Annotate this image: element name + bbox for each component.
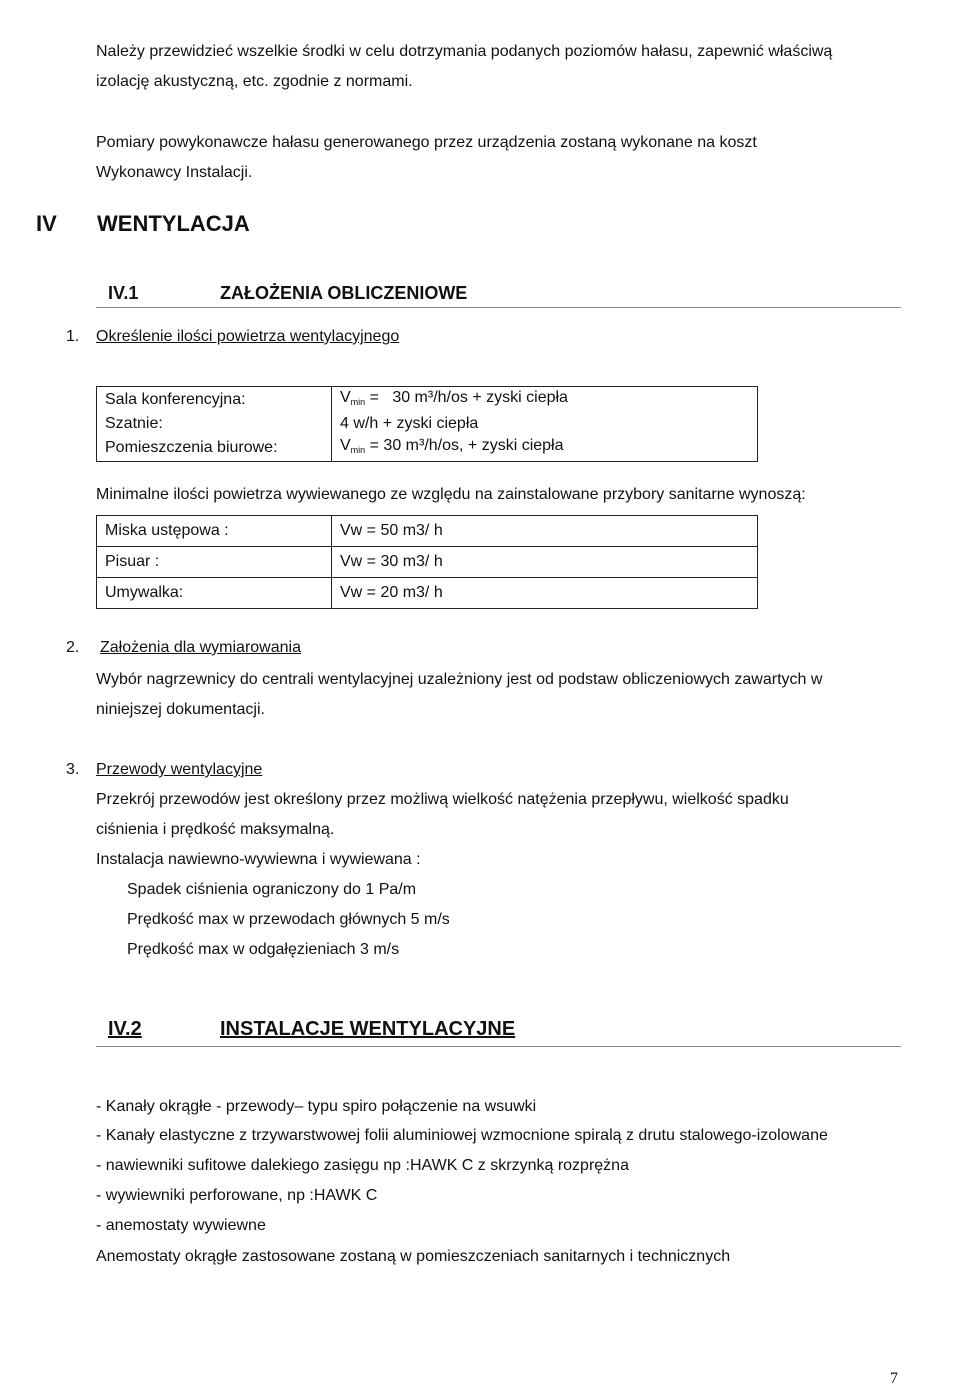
room-label: Pomieszczenia biurowe:	[97, 435, 332, 462]
item-1-number: 1.	[66, 328, 80, 345]
section-number: IV	[36, 211, 57, 236]
table-row	[97, 435, 758, 462]
intro-paragraph-2-line-1: Pomiary powykonawcze hałasu generowanego przez urządzenia zostaną wykonane na koszt	[96, 134, 757, 151]
fixture-label: Umywalka:	[97, 578, 332, 609]
air-volume-value: 4 w/h + zyski ciepła	[340, 415, 479, 432]
room-label: Szatnie:	[97, 413, 332, 435]
subsection-2-title: INSTALACJE WENTYLACYJNE	[220, 1018, 516, 1040]
item-2-line-2: niniejszej dokumentacji.	[96, 701, 265, 718]
pressure-drop-line: Spadek ciśnienia ograniczony do 1 Pa/m	[127, 881, 417, 898]
list-item: - anemostaty wywiewne	[96, 1217, 266, 1234]
item-2-title: Założenia dla wymiarowania	[100, 639, 301, 656]
table-row	[97, 516, 758, 547]
subsection-2-number: IV.2	[108, 1018, 142, 1040]
item-3-line-2: ciśnienia i prędkość maksymalną.	[96, 821, 335, 838]
table-row	[97, 413, 758, 435]
air-volume-value: $V_{min} = 30$ m³/h/os + zyski ciepła	[340, 389, 568, 407]
item-2-line-1: Wybór nagrzewnicy do centrali wentylacyjnej uzależniony jest od podstaw obliczeniowych zawartych w	[96, 671, 823, 688]
page-number: 7	[890, 1370, 898, 1387]
fixture-value: Vw = 50 m3/ h	[332, 516, 758, 547]
intro-paragraph-1-line-2: izolację akustyczną, etc. zgodnie z normami.	[96, 73, 413, 90]
fixture-value: Vw = 30 m3/ h	[332, 547, 758, 578]
minimum-air-text: Minimalne ilości powietrza wywiewanego ze względu na zainstalowane przybory sanitarne wynoszą:	[96, 486, 806, 503]
subsection-2-rule	[96, 1046, 901, 1047]
air-volume-value: $V_{min} = 30$ m³/h/os, + zyski ciepła	[340, 437, 564, 455]
item-1-title: Określenie ilości powietrza wentylacyjnego	[96, 328, 400, 345]
item-3-line-1: Przekrój przewodów jest określony przez możliwą wielkość natężenia przepływu, wielkość spadku	[96, 791, 789, 808]
intro-paragraph-2-line-2: Wykonawcy Instalacji.	[96, 164, 253, 181]
list-item: - Kanały elastyczne z trzywarstwowej folii aluminiowej wzmocnione spiralą z drutu stalowego-izolowane	[96, 1127, 828, 1144]
list-item: - Kanały okrągłe - przewody– typu spiro połączenie na wsuwki	[96, 1098, 537, 1115]
subsection-1-title: ZAŁOŻENIA OBLICZENIOWE	[220, 283, 468, 303]
subsection-1-number: IV.1	[108, 283, 139, 303]
fixture-value: Vw = 20 m3/ h	[340, 584, 443, 601]
branch-velocity-line: Prędkość max w odgałęzieniach 3 m/s	[127, 941, 400, 958]
table-row	[97, 578, 758, 609]
main-duct-velocity-line: Prędkość max w przewodach głównych 5 m/s	[127, 911, 450, 928]
item-3-number: 3.	[66, 761, 80, 778]
fixture-label: Miska ustępowa :	[97, 516, 332, 547]
air-volume-table	[96, 386, 758, 462]
item-2-number: 2.	[66, 639, 80, 656]
subsection-1-rule	[96, 307, 901, 308]
intro-paragraph-1-line-1: Należy przewidzieć wszelkie środki w celu dotrzymania podanych poziomów hałasu, zapewnić właściwą	[96, 43, 833, 60]
table-row	[97, 387, 758, 414]
room-label: Sala konferencyjna:	[97, 387, 332, 414]
item-3-line-3: Instalacja nawiewno-wywiewna i wywiewana :	[96, 851, 421, 868]
list-item: - nawiewniki sufitowe dalekiego zasięgu np :HAWK C z skrzynką rozprężna	[96, 1157, 629, 1174]
section-title: WENTYLACJA	[97, 211, 250, 236]
list-item: Anemostaty okrągłe zastosowane zostaną w pomieszczeniach sanitarnych i technicznych	[96, 1248, 731, 1265]
table-row	[97, 547, 758, 578]
sanitary-fixtures-table	[96, 515, 758, 609]
list-item: - wywiewniki perforowane, np :HAWK C	[96, 1187, 378, 1204]
item-3-title: Przewody wentylacyjne	[96, 761, 263, 778]
fixture-label: Pisuar :	[97, 547, 332, 578]
